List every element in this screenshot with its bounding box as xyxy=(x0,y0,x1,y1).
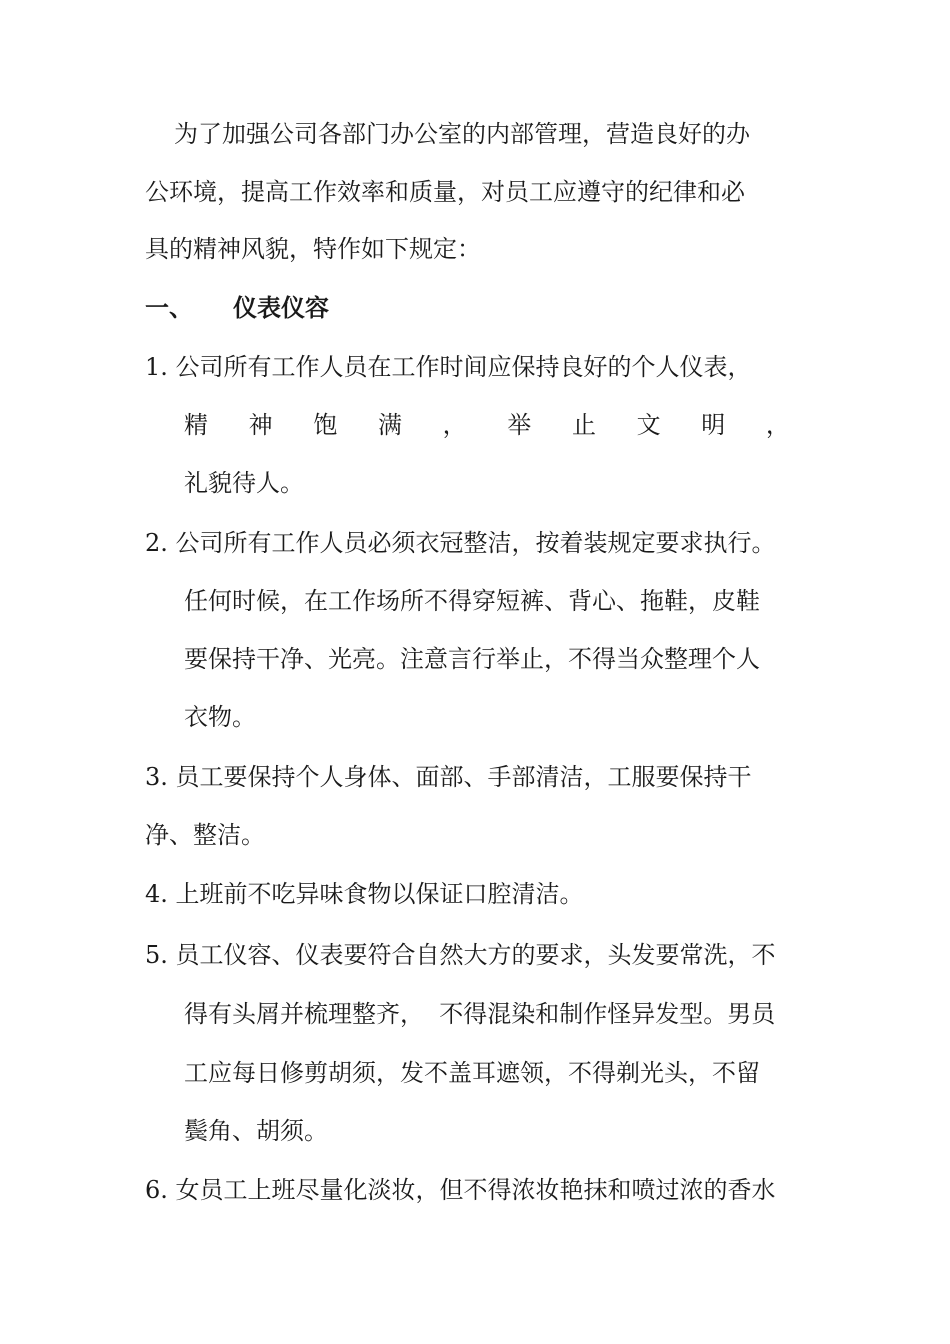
item-5-line-1: 5. 员工仪容、仪表要符合自然大方的要求，头发要常洗，不 xyxy=(145,941,776,969)
item-2-line-1: 2. 公司所有工作人员必须衣冠整洁，按着装规定要求执行。 xyxy=(145,529,776,557)
item-3-line-2: 净、整洁。 xyxy=(145,821,265,849)
item-5-line-2: 得有头屑并梳理整齐， 不得混染和制作怪异发型。男员 xyxy=(184,1000,776,1028)
item-5-line-3: 工应每日修剪胡须，发不盖耳遮领，不得剃光头，不留 xyxy=(184,1059,760,1087)
item-1-justified-text xyxy=(184,407,790,443)
item-1-char: 明 xyxy=(701,411,726,439)
section-number: 一、 xyxy=(145,293,193,322)
section-heading xyxy=(0,290,950,326)
item-1-line-3: 礼貌待人。 xyxy=(184,469,304,497)
item-1-char: 精 xyxy=(184,411,208,439)
item-2-line-2: 任何时候，在工作场所不得穿短裤、背心、拖鞋，皮鞋 xyxy=(184,587,760,615)
item-1-line-2 xyxy=(0,407,950,443)
item-1-char: 止 xyxy=(571,411,596,439)
item-4-line-1: 4. 上班前不吃异味食物以保证口腔清洁。 xyxy=(145,880,584,908)
item-3-line-1: 3. 员工要保持个人身体、面部、手部清洁，工服要保持干 xyxy=(145,763,752,791)
item-6-line-1: 6. 女员工上班尽量化淡妆，但不得浓妆艳抹和喷过浓的香水 xyxy=(145,1176,776,1204)
intro-line-3: 具的精神风貌，特作如下规定： xyxy=(145,235,481,263)
item-2-line-4: 衣物。 xyxy=(184,703,256,731)
intro-line-2: 公环境，提高工作效率和质量，对员工应遵守的纪律和必 xyxy=(145,178,745,206)
intro-line-1: 为了加强公司各部门办公室的内部管理，营造良好的办 xyxy=(174,120,750,148)
item-1-char: 饱 xyxy=(313,411,338,439)
item-1-char: ， xyxy=(442,411,467,439)
item-1-char: 文 xyxy=(636,411,661,439)
item-2-line-3: 要保持干净、光亮。注意言行举止，不得当众整理个人 xyxy=(184,645,760,673)
item-1-char: 神 xyxy=(248,411,273,439)
item-5-line-4: 鬓角、胡须。 xyxy=(184,1117,328,1145)
section-title: 仪表仪容 xyxy=(233,293,329,322)
item-1-char: ， xyxy=(765,411,790,439)
item-1-char: 满 xyxy=(377,411,402,439)
item-1-char: 举 xyxy=(507,411,532,439)
item-1-line-1: 1. 公司所有工作人员在工作时间应保持良好的个人仪表， xyxy=(145,353,752,381)
